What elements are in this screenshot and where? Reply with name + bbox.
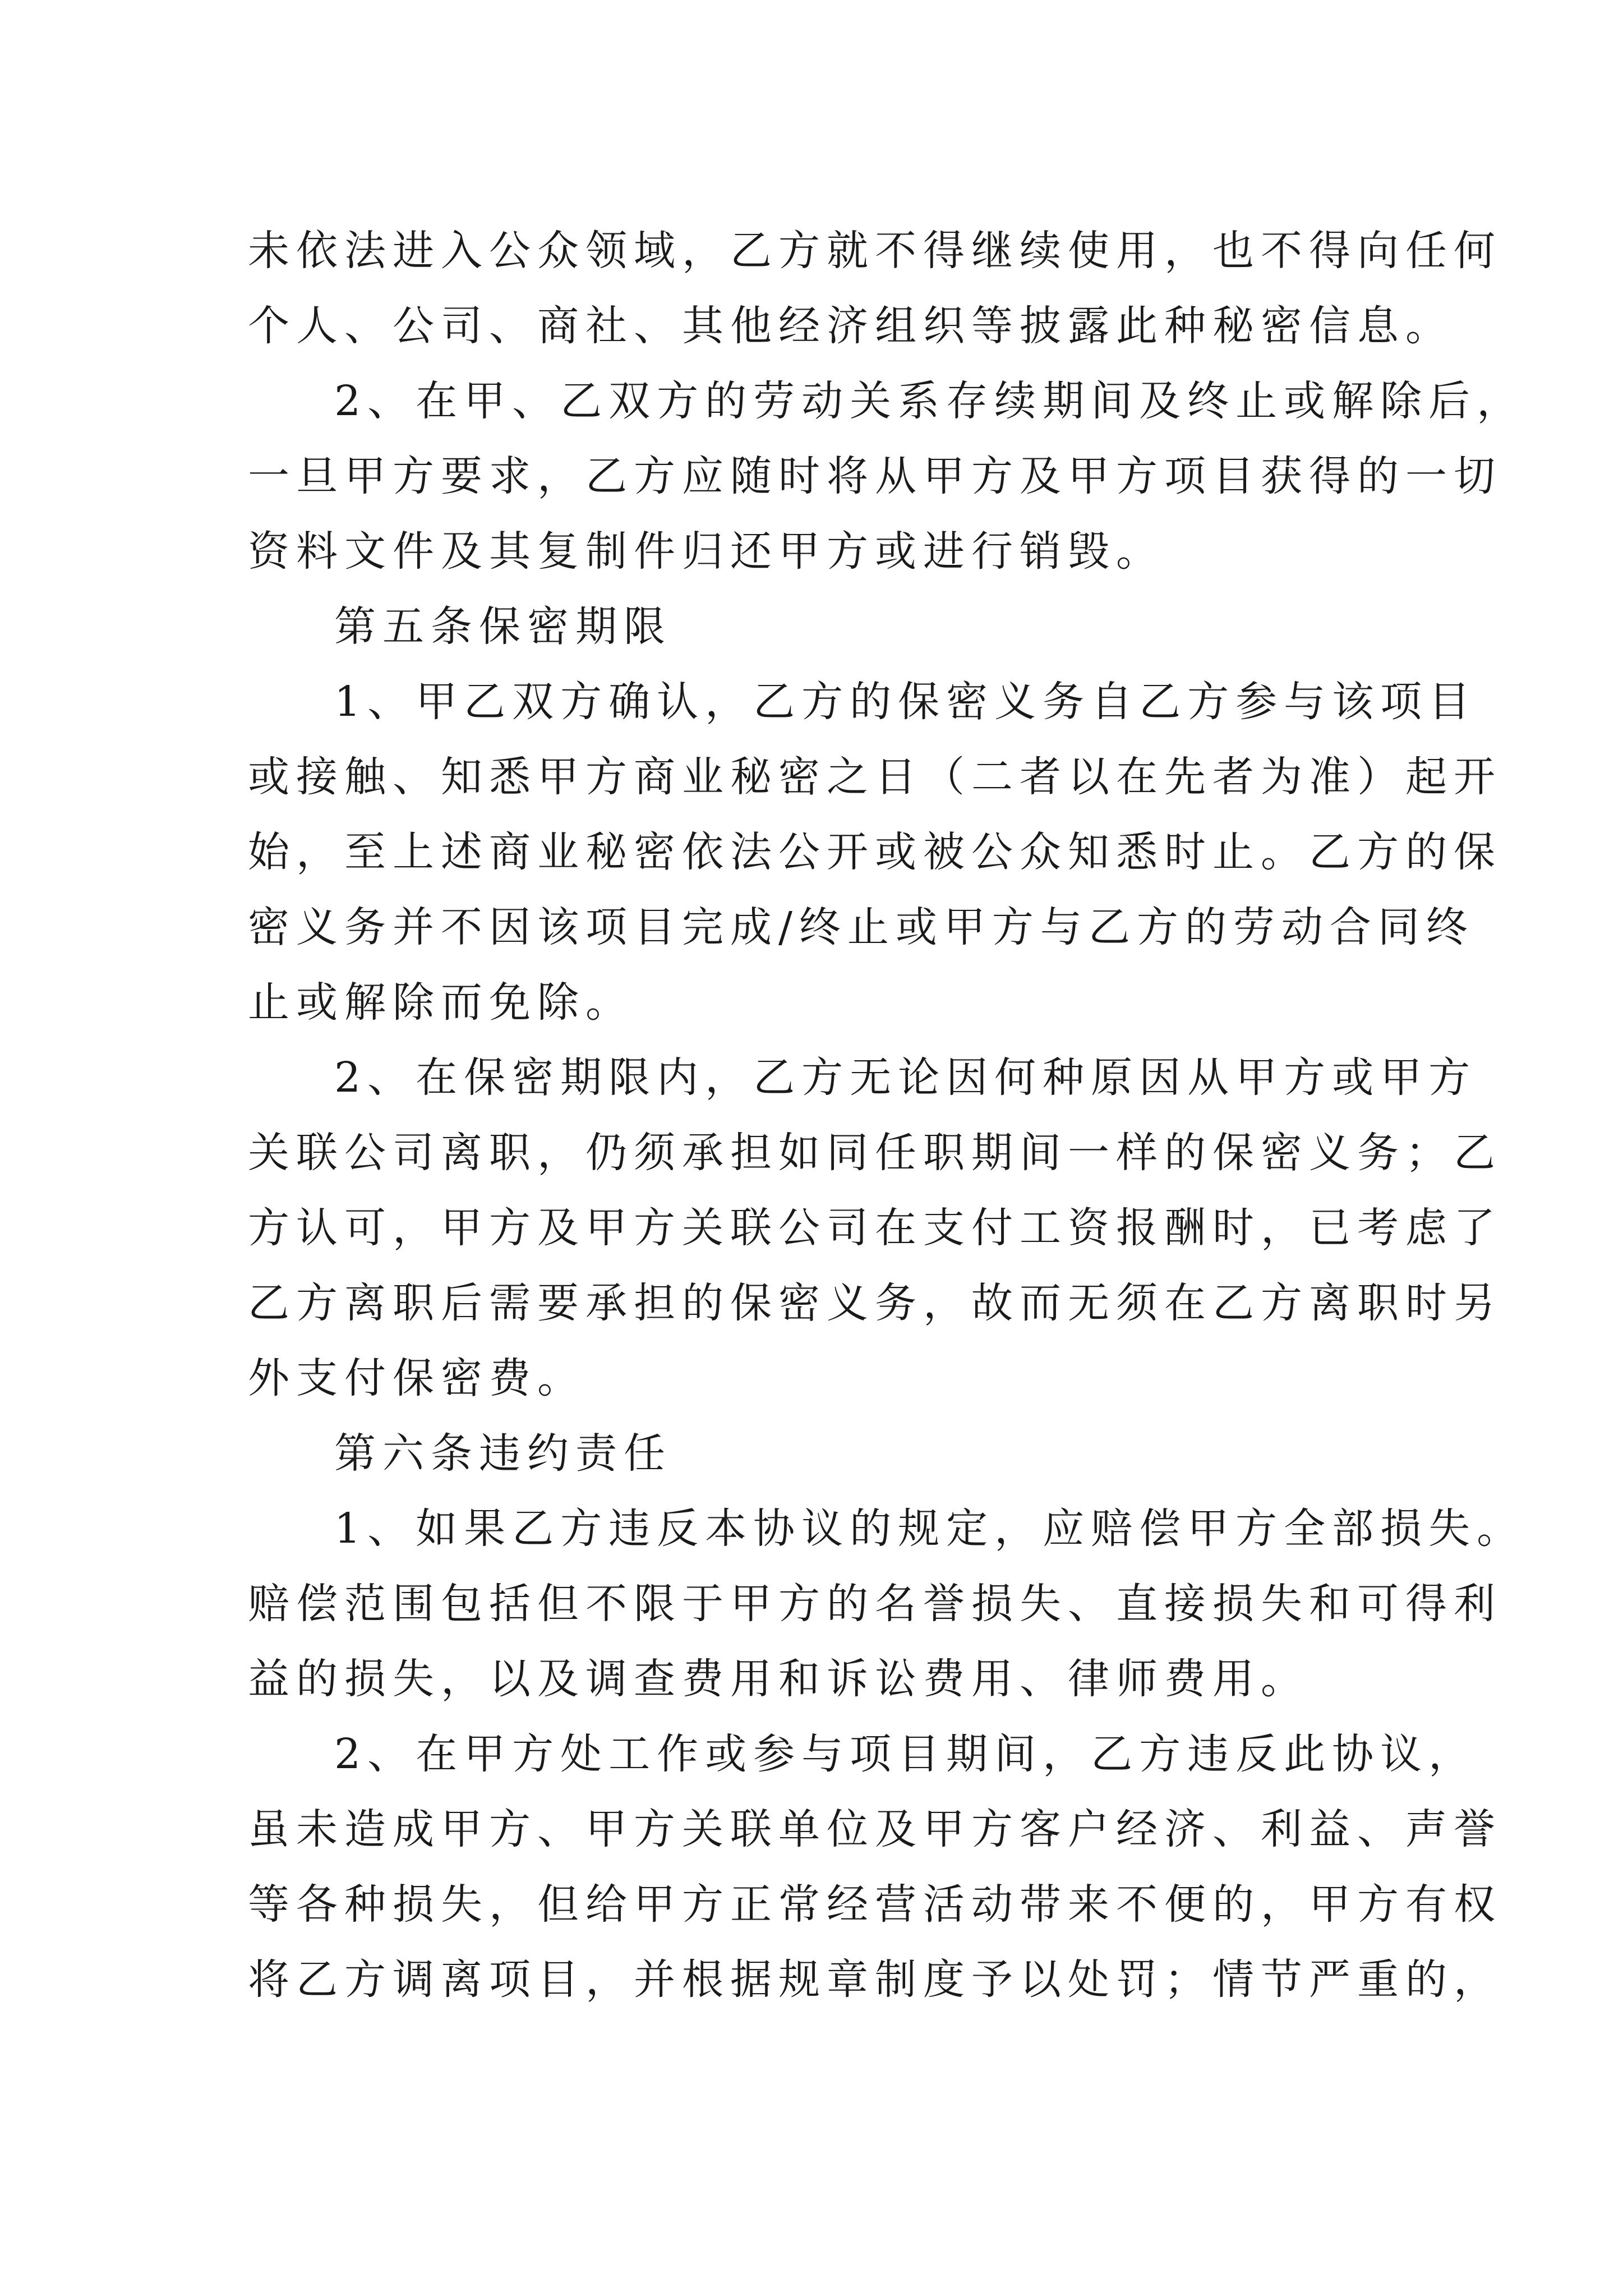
text-line: 将乙方调离项目，并根据规章制度予以处罚；情节严重的， (248, 1955, 1502, 2004)
text-line: 止或解除而免除。 (248, 978, 634, 1027)
text-line: 未依法进入公众领域，乙方就不得继续使用，也不得向任何 (248, 227, 1502, 275)
text-line: 2、在甲方处工作或参与项目期间，乙方违反此协议， (334, 1730, 1477, 1778)
text-line: 2、在保密期限内，乙方无论因何种原因从甲方或甲方 (334, 1053, 1477, 1102)
text-line: 或接触、知悉甲方商业秘密之日（二者以在先者为准）起开 (248, 753, 1502, 801)
text-line: 益的损失，以及调查费用和诉讼费用、律师费用。 (248, 1655, 1309, 1703)
text-line: 第六条违约责任 (334, 1429, 672, 1478)
text-line: 方认可，甲方及甲方关联公司在支付工资报酬时，已考虑了 (248, 1204, 1502, 1252)
text-line: 始，至上述商业秘密依法公开或被公众知悉时止。乙方的保 (248, 828, 1502, 876)
text-line: 个人、公司、商社、其他经济组织等披露此种秘密信息。 (248, 302, 1454, 350)
text-line: 一旦甲方要求，乙方应随时将从甲方及甲方项目获得的一切 (248, 452, 1502, 500)
text-line: 赔偿范围包括但不限于甲方的名誉损失、直接损失和可得利 (248, 1580, 1502, 1628)
text-line: 1、甲乙双方确认，乙方的保密义务自乙方参与该项目 (334, 678, 1477, 726)
text-line: 2、在甲、乙双方的劳动关系存续期间及终止或解除后， (334, 377, 1525, 425)
text-line: 关联公司离职，仍须承担如同任职期间一样的保密义务；乙 (248, 1129, 1502, 1177)
text-line: 外支付保密费。 (248, 1354, 585, 1402)
text-line: 第五条保密期限 (334, 602, 672, 651)
text-line: 资料文件及其复制件归还甲方或进行销毁。 (248, 527, 1164, 576)
text-line: 1、如果乙方违反本协议的规定，应赔偿甲方全部损失。 (334, 1504, 1525, 1553)
text-line: 密义务并不因该项目完成/终止或甲方与乙方的劳动合同终 (248, 903, 1474, 951)
text-line: 等各种损失，但给甲方正常经营活动带来不便的，甲方有权 (248, 1880, 1502, 1929)
text-line: 乙方离职后需要承担的保密义务，故而无须在乙方离职时另 (248, 1279, 1502, 1327)
text-line: 虽未造成甲方、甲方关联单位及甲方客户经济、利益、声誉 (248, 1805, 1502, 1853)
document-body (248, 213, 1525, 2017)
